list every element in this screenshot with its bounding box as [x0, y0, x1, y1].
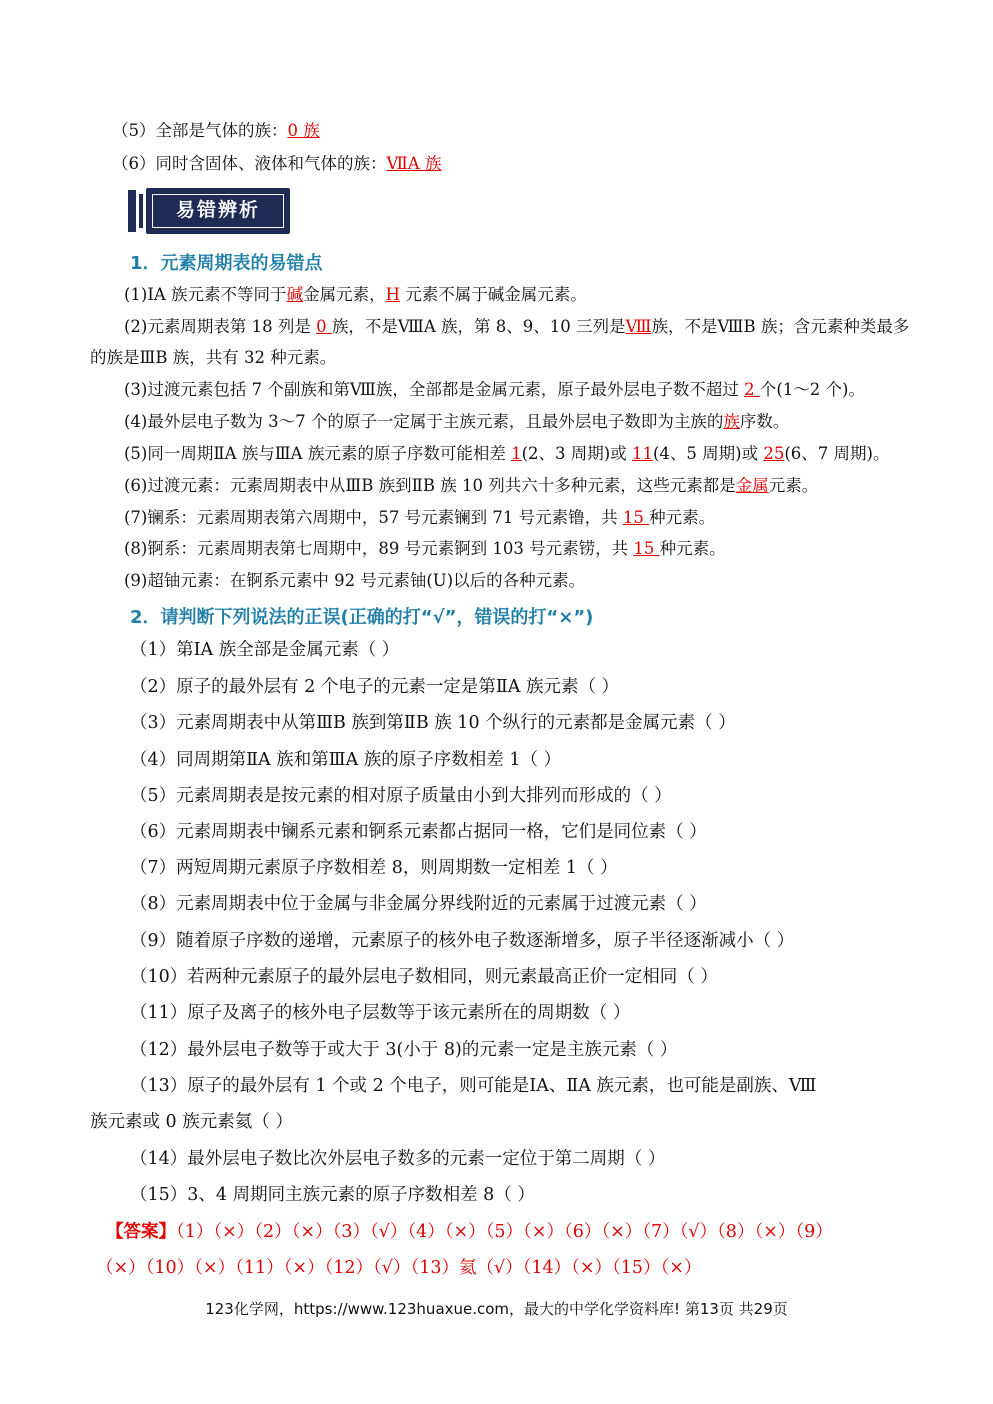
question-8: （8）元素周期表中位于金属与非金属分界线附近的元素属于过渡元素（ ） — [130, 894, 707, 914]
point-8: (8)锕系：元素周期表第七周期中，89 号元素锕到 103 号元素铹，共 15 种元素。 — [124, 539, 726, 558]
question-1: （1）第ⅠA 族全部是金属元素（ ） — [130, 640, 400, 660]
banner-bar-thin — [139, 194, 143, 228]
question-3: （3）元素周期表中从第ⅢB 族到第ⅡB 族 10 个纵行的元素都是金属元素（ ） — [130, 713, 736, 733]
section1-title: 1．元素周期表的易错点 — [130, 253, 323, 274]
question-14: （14）最外层电子数比次外层电子数多的元素一定位于第二周期（ ） — [130, 1149, 666, 1169]
question-2: （2）原子的最外层有 2 个电子的元素一定是第ⅡA 族元素（ ） — [130, 677, 620, 697]
question-4: （4）同周期第ⅡA 族和第ⅢA 族的原子序数相差 1（ ） — [130, 750, 562, 770]
point-6: (6)过渡元素：元素周期表中从ⅢB 族到ⅡB 族 10 列共六十多种元素，这些元素都是金属元素。 — [124, 476, 819, 495]
section2-title: 2．请判断下列说法的正误(正确的打“√”，错误的打“×”) — [130, 607, 594, 628]
question-11: （11）原子及离子的核外电子层数等于该元素所在的周期数（ ） — [130, 1003, 631, 1023]
question-5: （5）元素周期表是按元素的相对原子质量由小到大排列而形成的（ ） — [130, 786, 672, 806]
point-1: (1)ⅠA 族元素不等同于碱金属元素，H 元素不属于碱金属元素。 — [124, 285, 587, 304]
item-6: （6）同时含固体、液体和气体的族：ⅦA 族 — [112, 154, 442, 173]
point-2-cont: 的族是ⅢB 族，共有 32 种元素。 — [90, 348, 337, 367]
question-13: （13）原子的最外层有 1 个或 2 个电子，则可能是ⅠA、ⅡA 族元素，也可能是副族、Ⅷ — [130, 1076, 817, 1096]
point-7: (7)镧系：元素周期表第六周期中，57 号元素镧到 71 号元素镥，共 15 种元素。 — [124, 508, 716, 527]
question-12: （12）最外层电子数等于或大于 3(小于 8)的元素一定是主族元素（ ） — [130, 1040, 678, 1060]
question-9: （9）随着原子序数的递增，元素原子的核外电子数逐渐增多，原子半径逐渐减小（ ） — [130, 931, 795, 951]
point-3: (3)过渡元素包括 7 个副族和第Ⅷ族，全部都是金属元素，原子最外层电子数不超过 2 个(1～2 个)。 — [124, 380, 865, 399]
page-footer: 123化学网，https://www.123huaxue.com，最大的中学化学资料库! 第13页 共29页 — [205, 1300, 788, 1318]
answer-line-2: （×）（10）（×）（11）（×）（12）（√）（13）氦（√）（14）（×）（15）（×） — [96, 1258, 702, 1278]
point-9: (9)超铀元素：在锕系元素中 92 号元素铀(U)以后的各种元素。 — [124, 571, 586, 590]
section-banner — [128, 188, 288, 234]
question-13-cont: 族元素或 0 族元素氦（ ） — [90, 1112, 293, 1132]
banner-bar — [128, 190, 136, 232]
question-15: （15）3、4 周期同主族元素的原子序数相差 8（ ） — [130, 1185, 535, 1205]
point-5: (5)同一周期ⅡA 族与ⅢA 族元素的原子序数可能相差 1(2、3 周期)或 11(4、5 周期)或 25(6、7 周期)。 — [124, 444, 890, 463]
question-10: （10）若两种元素原子的最外层电子数相同，则元素最高正价一定相同（ ） — [130, 967, 718, 987]
answer-label: 【答案】 — [106, 1222, 176, 1242]
point-2: (2)元素周期表第 18 列是 0 族，不是ⅧA 族，第 8、9、10 三列是Ⅷ族，不是ⅧB 族；含元素种类最多 — [124, 317, 910, 336]
banner-label: 易错辨析 — [152, 194, 284, 228]
answer-line-1: 【答案】（1）（×）（2）（×）（3）（√）（4）（×）（5）（×）（6）（×）（7）（√）（8）（×）（9） — [106, 1222, 833, 1242]
item-5: （5）全部是气体的族：0 族 — [112, 121, 320, 140]
question-6: （6）元素周期表中镧系元素和锕系元素都占据同一格，它们是同位素（ ） — [130, 822, 707, 842]
point-4: (4)最外层电子数为 3～7 个的原子一定属于主族元素，且最外层电子数即为主族的族序数。 — [124, 412, 790, 431]
question-7: （7）两短周期元素原子序数相差 8，则周期数一定相差 1（ ） — [130, 858, 618, 878]
